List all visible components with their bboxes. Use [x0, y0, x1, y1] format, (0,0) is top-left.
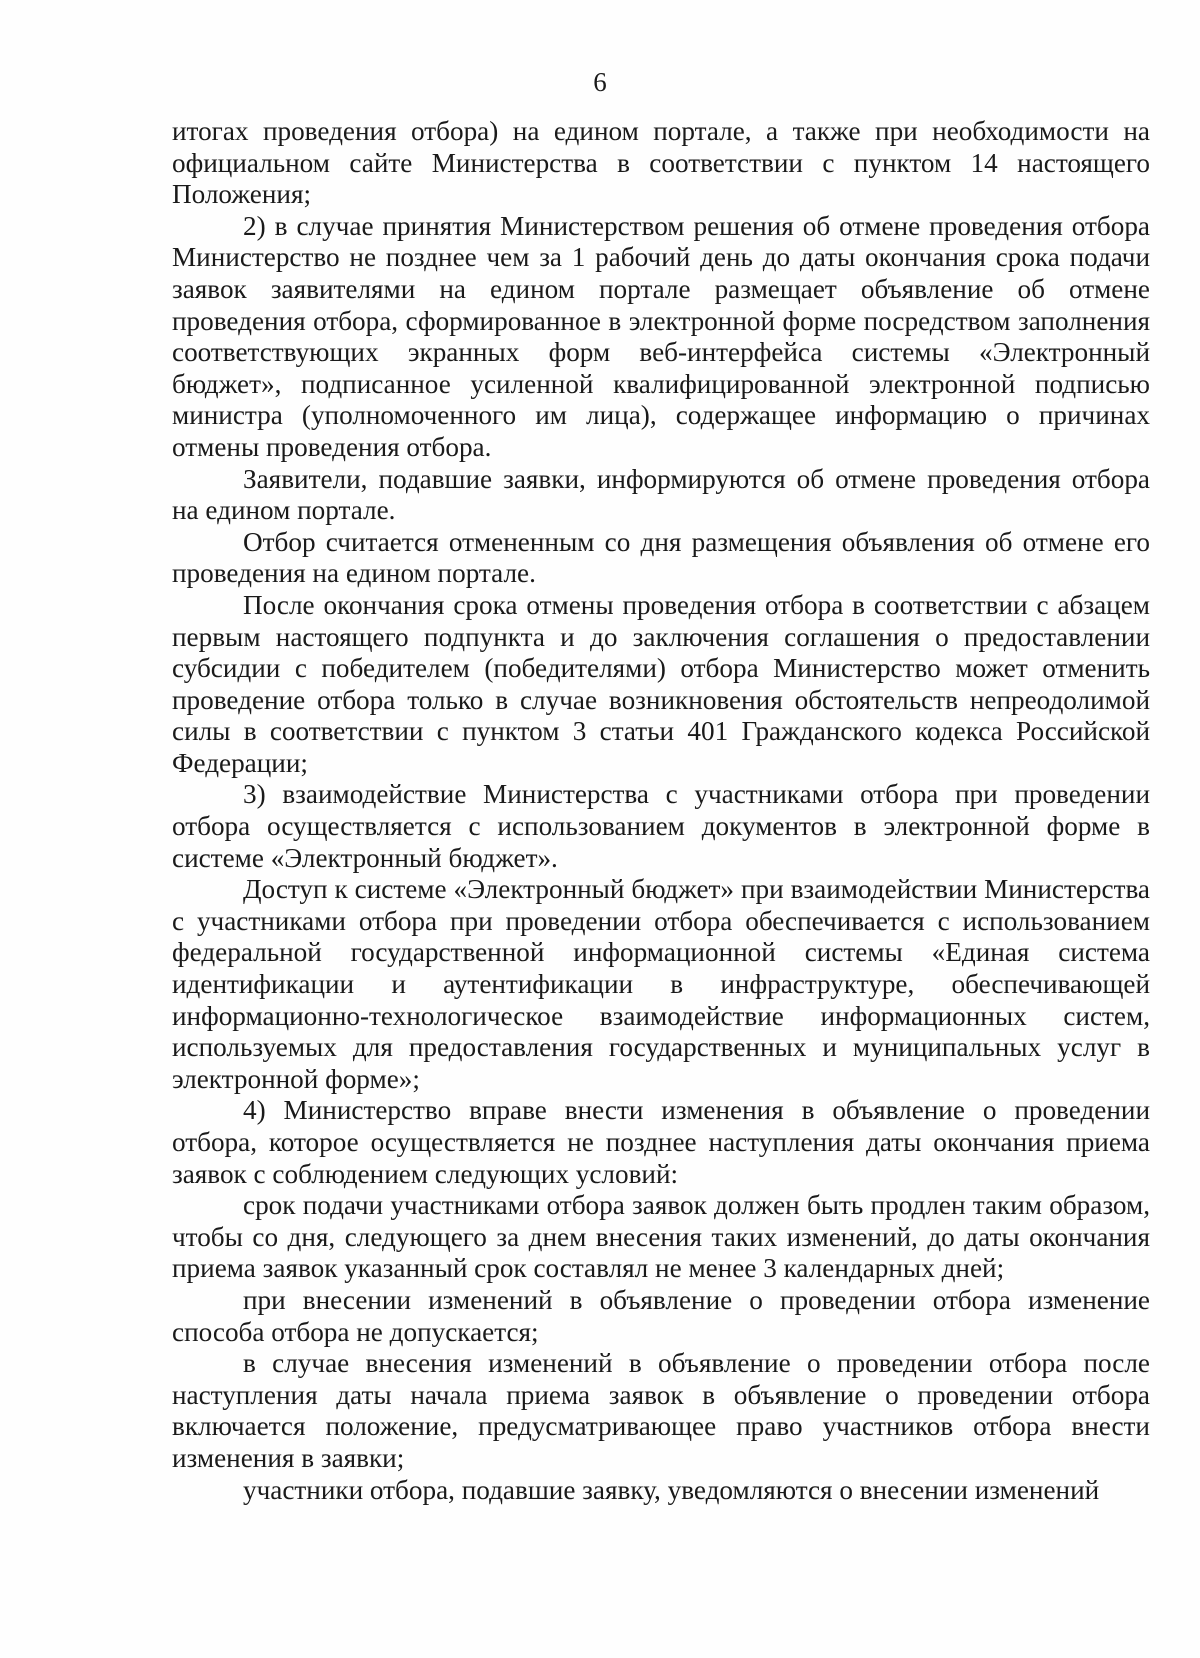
document-body	[172, 116, 1150, 1506]
paragraph: 2) в случае принятия Министерством решения об отмене проведения отбора Министерство не позднее чем за 1 рабочий день до даты окончания срока подачи заявок заявителями на едином портале размещает объявление об отмене проведения отбора, сформированное в электронной форме посредством заполнения соответствующих экранных форм веб-интерфейса системы «Электронный бюджет», подписанное усиленной квалифицированной электронной подписью министра (уполномоченного им лица), содержащее информацию о причинах отмены проведения отбора.	[172, 210, 1150, 462]
paragraph: 3) взаимодействие Министерства с участниками отбора при проведении отбора осуществляется с использованием документов в электронной форме в системе «Электронный бюджет».	[172, 779, 1150, 873]
paragraph: Доступ к системе «Электронный бюджет» при взаимодействии Министерства с участниками отбора при проведении отбора обеспечивается с использованием федеральной государственной информационной системы «Единая система идентификации и аутентификации в инфраструктуре, обеспечивающей информационно-технологическое взаимодействие информационных систем, используемых для предоставления государственных и муниципальных услуг в электронной форме»;	[172, 874, 1150, 1094]
paragraph: срок подачи участниками отбора заявок должен быть продлен таким образом, чтобы со дня, следующего за днем внесения таких изменений, до даты окончания приема заявок указанный срок составлял не менее 3 календарных дней;	[172, 1190, 1150, 1284]
paragraph: участники отбора, подавшие заявку, уведомляются о внесении изменений	[243, 1474, 1100, 1505]
page-number: 6	[593, 67, 607, 97]
paragraph: итогах проведения отбора) на едином портале, а также при необходимости на официальном сайте Министерства в соответствии с пунктом 14 настоящего Положения;	[172, 116, 1150, 210]
paragraph: После окончания срока отмены проведения отбора в соответствии с абзацем первым настоящего подпункта и до заключения соглашения о предоставлении субсидии с победителем (победителями) отбора Министерство может отменить проведение отбора только в случае возникновения обстоятельств непреодолимой силы в соответствии с пунктом 3 статьи 401 Гражданского кодекса Российской Федерации;	[172, 589, 1150, 778]
paragraph: в случае внесения изменений в объявление о проведении отбора после наступления даты начала приема заявок в объявление о проведении отбора включается положение, предусматривающее право участников отбора внести изменения в заявки;	[172, 1348, 1150, 1473]
paragraph: Заявители, подавшие заявки, информируются об отмене проведения отбора на едином портале.	[172, 463, 1150, 526]
paragraph: 4) Министерство вправе внести изменения в объявление о проведении отбора, которое осуществляется не позднее наступления даты окончания приема заявок с соблюдением следующих условий:	[172, 1095, 1150, 1189]
paragraph: при внесении изменений в объявление о проведении отбора изменение способа отбора не допускается;	[172, 1284, 1150, 1347]
paragraph: Отбор считается отмененным со дня размещения объявления об отмене его проведения на едином портале.	[172, 526, 1150, 589]
